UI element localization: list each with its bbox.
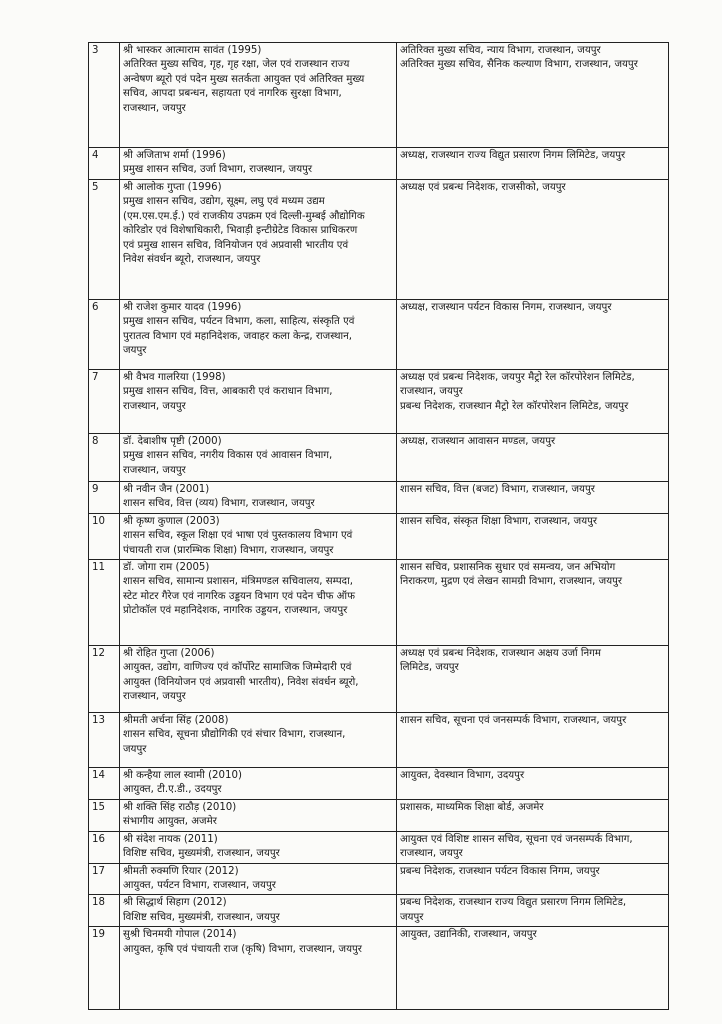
additional-charge-line: आयुक्त एवं विशिष्ट शासन सचिव, सूचना एवं जनसम्पर्क विभाग, — [400, 833, 633, 845]
current-post-line: आयुक्त, उद्योग, वाणिज्य एवं कॉर्पोरेट सामाजिक जिम्मेदारी एवं — [123, 662, 352, 674]
table-row — [89, 434, 669, 482]
additional-charge-line: अध्यक्ष, राजस्थान राज्य विद्युत प्रसारण निगम लिमिटेड, जयपुर — [400, 150, 626, 161]
serial-number: 16 — [89, 831, 120, 863]
officer-name: श्री संदेश नायक (2011) — [123, 833, 218, 845]
current-post-line: राजस्थान, जयपुर — [123, 400, 186, 412]
serial-number: 3 — [89, 43, 120, 148]
table-row — [89, 799, 669, 831]
table-row — [89, 43, 669, 148]
additional-charge-line: अध्यक्ष एवं प्रबन्ध निदेशक, राजस्थान अक्षय उर्जा निगम — [400, 648, 602, 660]
current-post-line: कोरिडोर एवं विशेषाधिकारी, भिवाड़ी इन्टीग्रेटेड विकास प्राधिकरण — [123, 225, 358, 237]
additional-charge-line: शासन सचिव, वित्त (बजट) विभाग, राजस्थान, जयपुर — [400, 484, 595, 495]
serial-number: 17 — [89, 863, 120, 895]
additional-charge — [397, 482, 669, 514]
current-post-line: संभागीय आयुक्त, अजमेर — [123, 816, 217, 828]
additional-charge — [397, 560, 669, 646]
officer-posting-table — [88, 42, 669, 1010]
additional-charge-line: शासन सचिव, संस्कृत शिक्षा विभाग, राजस्थान, जयपुर — [400, 515, 598, 527]
serial-number: 10 — [89, 513, 120, 559]
current-post-line: शासन सचिव, वित्त (व्यय) विभाग, राजस्थान, जयपुर — [123, 498, 315, 510]
current-post-line: एवं प्रमुख शासन सचिव, विनियोजन एवं अप्रवासी भारतीय एवं — [123, 239, 349, 251]
officer-name-current-post — [120, 927, 397, 1010]
current-post-line: सचिव, आपदा प्रबन्धन, सहायता एवं नागरिक सुरक्षा विभाग, — [123, 88, 342, 100]
additional-charge — [397, 43, 669, 148]
additional-charge-line: प्रबन्ध निदेशक, राजस्थान पर्यटन विकास निगम, जयपुर — [400, 865, 600, 877]
officer-name: श्री सिद्धार्थ सिहाग (2012) — [123, 897, 227, 909]
current-post-line: आयुक्त, पर्यटन विभाग, राजस्थान, जयपुर — [123, 880, 276, 892]
additional-charge — [397, 768, 669, 800]
officer-name: श्री अजिताभ शर्मा (1996) — [123, 150, 226, 161]
current-post-line: प्रमुख शासन सचिव, नगरीय विकास एवं आवासन विभाग, — [123, 450, 333, 462]
table-row — [89, 768, 669, 800]
additional-charge-line: अध्यक्ष एवं प्रबन्ध निदेशक, जयपुर मैट्रो रेल कॉरपोरेशन लिमिटेड, — [400, 372, 635, 383]
table-row — [89, 927, 669, 1010]
table-row — [89, 482, 669, 514]
officer-name: श्री कृष्ण कुणाल (2003) — [123, 515, 220, 527]
additional-charge — [397, 646, 669, 713]
current-post-line: प्रोटोकॉल एवं महानिदेशक, नागरिक उड्डयन, राजस्थान, जयपुर — [123, 605, 348, 617]
officer-name: श्री राजेश कुमार यादव (1996) — [123, 302, 242, 313]
officer-name: श्री भास्कर आत्माराम सावंत (1995) — [123, 45, 262, 56]
additional-charge — [397, 300, 669, 370]
current-post-line: प्रमुख शासन सचिव, वित्त, आबकारी एवं कराधान विभाग, — [123, 386, 333, 398]
table-row — [89, 646, 669, 713]
serial-number: 8 — [89, 434, 120, 482]
additional-charge — [397, 713, 669, 768]
current-post-line: पुरातत्व विभाग एवं महानिदेशक, जवाहर कला केन्द्र, राजस्थान, — [123, 330, 352, 342]
current-post-line: विशिष्ट सचिव, मुख्यमंत्री, राजस्थान, जयपुर — [123, 848, 280, 860]
serial-number: 6 — [89, 300, 120, 370]
current-post-line: प्रमुख शासन सचिव, उद्योग, सूक्ष्म, लघु एवं मध्यम उद्यम — [123, 196, 325, 208]
officer-name-current-post — [120, 43, 397, 148]
additional-charge-line: लिमिटेड, जयपुर — [400, 662, 459, 674]
current-post-line: निवेश संवर्धन ब्यूरो, राजस्थान, जयपुर — [123, 254, 261, 266]
current-post-line: राजस्थान, जयपुर — [123, 102, 186, 114]
additional-charge — [397, 895, 669, 927]
serial-number: 18 — [89, 895, 120, 927]
current-post-line: प्रमुख शासन सचिव, पर्यटन विभाग, कला, साहित्य, संस्कृति एवं — [123, 316, 355, 328]
current-post-line: राजस्थान, जयपुर — [123, 691, 186, 703]
officer-name: सुश्री चिनमयी गोपाल (2014) — [123, 929, 237, 941]
additional-charge-line: आयुक्त, उद्यानिकी, राजस्थान, जयपुर — [400, 929, 537, 941]
officer-name: श्री शक्ति सिंह राठौड़ (2010) — [123, 801, 237, 813]
officer-name-current-post — [120, 148, 397, 180]
additional-charge-line: अध्यक्ष एवं प्रबन्ध निदेशक, राजसीको, जयपुर — [400, 182, 566, 193]
serial-number: 5 — [89, 180, 120, 300]
additional-charge-line: अध्यक्ष, राजस्थान पर्यटन विकास निगम, राजस्थान, जयपुर — [400, 302, 612, 313]
officer-name: श्री नवीन जैन (2001) — [123, 484, 210, 495]
officer-name-current-post — [120, 370, 397, 434]
officer-name-current-post — [120, 482, 397, 514]
serial-number: 12 — [89, 646, 120, 713]
officer-name-current-post — [120, 799, 397, 831]
current-post-line: अतिरिक्त मुख्य सचिव, गृह, गृह रक्षा, जेल एवं राजस्थान राज्य — [123, 59, 350, 71]
officer-name: श्री वैभव गालरिया (1998) — [123, 372, 226, 383]
officer-name: श्रीमती अर्चना सिंह (2008) — [123, 715, 229, 727]
serial-number: 15 — [89, 799, 120, 831]
table-body — [89, 43, 669, 1010]
additional-charge-line: आयुक्त, देवस्थान विभाग, उदयपुर — [400, 770, 525, 782]
officer-name-current-post — [120, 646, 397, 713]
officer-name: श्रीमती रुक्मणि रियार (2012) — [123, 865, 239, 877]
additional-charge — [397, 148, 669, 180]
current-post-line: राजस्थान, जयपुर — [123, 464, 186, 476]
table-row — [89, 831, 669, 863]
current-post-line: शासन सचिव, स्कूल शिक्षा एवं भाषा एवं पुस्तकालय विभाग एवं — [123, 530, 353, 542]
officer-name: श्री रोहित गुप्ता (2006) — [123, 648, 215, 660]
officer-name: श्री आलोक गुप्ता (1996) — [123, 182, 222, 193]
additional-charge-line: राजस्थान, जयपुर — [400, 848, 463, 860]
current-post-line: आयुक्त (विनियोजन एवं अप्रवासी भारतीय), निवेश संवर्धन ब्यूरो, — [123, 676, 359, 688]
current-post-line: विशिष्ट सचिव, मुख्यमंत्री, राजस्थान, जयपुर — [123, 911, 280, 923]
officer-name-current-post — [120, 513, 397, 559]
additional-charge-line: प्रबन्ध निदेशक, राजस्थान मैट्रो रेल कॉरपोरेशन लिमिटेड, जयपुर — [400, 400, 629, 412]
additional-charge-line: जयपुर — [400, 911, 424, 923]
current-post-line: अन्वेषण ब्यूरो एवं पदेन मुख्य सतर्कता आयुक्त एवं अतिरिक्त मुख्य — [123, 73, 365, 85]
table-row — [89, 300, 669, 370]
officer-name-current-post — [120, 831, 397, 863]
additional-charge-line: राजस्थान, जयपुर — [400, 386, 463, 398]
officer-name: डॉ. देबाशीष पृष्टी (2000) — [123, 436, 222, 447]
additional-charge — [397, 863, 669, 895]
additional-charge-line: शासन सचिव, प्रशासनिक सुधार एवं समन्वय, जन अभियोग — [400, 562, 616, 574]
current-post-line: पंचायती राज (प्रारम्भिक शिक्षा) विभाग, राजस्थान, जयपुर — [123, 544, 334, 556]
additional-charge-line: प्रबन्ध निदेशक, राजस्थान राज्य विद्युत प्रसारण निगम लिमिटेड, — [400, 897, 627, 909]
officer-name-current-post — [120, 300, 397, 370]
serial-number: 19 — [89, 927, 120, 1010]
officer-name-current-post — [120, 768, 397, 800]
table-row — [89, 560, 669, 646]
serial-number: 7 — [89, 370, 120, 434]
table-row — [89, 895, 669, 927]
additional-charge-line: प्रशासक, माध्यमिक शिक्षा बोर्ड, अजमेर — [400, 801, 544, 813]
table-row — [89, 713, 669, 768]
current-post-line: प्रमुख शासन सचिव, उर्जा विभाग, राजस्थान, जयपुर — [123, 164, 313, 176]
officer-name-current-post — [120, 180, 397, 300]
table-row — [89, 513, 669, 559]
additional-charge — [397, 831, 669, 863]
current-post-line: जयपुर — [123, 743, 147, 755]
additional-charge-line: अतिरिक्त मुख्य सचिव, न्याय विभाग, राजस्थान, जयपुर — [400, 45, 601, 56]
additional-charge — [397, 434, 669, 482]
serial-number: 9 — [89, 482, 120, 514]
current-post-line: स्टेट मोटर गैरेज एवं नागरिक उड्डयन विभाग एवं पदेन चीफ ऑफ — [123, 590, 355, 602]
current-post-line: जयपुर — [123, 345, 147, 357]
additional-charge-line: शासन सचिव, सूचना एवं जनसम्पर्क विभाग, राजस्थान, जयपुर — [400, 715, 627, 727]
officer-name-current-post — [120, 863, 397, 895]
serial-number: 11 — [89, 560, 120, 646]
table-row — [89, 370, 669, 434]
serial-number: 13 — [89, 713, 120, 768]
additional-charge — [397, 180, 669, 300]
current-post-line: (एम.एस.एम.ई.) एवं राजकीय उपक्रम एवं दिल्ली-मुम्बई औद्योगिक — [123, 210, 365, 222]
additional-charge-line: अतिरिक्त मुख्य सचिव, सैनिक कल्याण विभाग, राजस्थान, जयपुर — [400, 59, 638, 71]
current-post-line: आयुक्त, कृषि एवं पंचायती राज (कृषि) विभाग, राजस्थान, जयपुर — [123, 943, 362, 955]
additional-charge — [397, 370, 669, 434]
additional-charge — [397, 927, 669, 1010]
officer-name-current-post — [120, 560, 397, 646]
additional-charge — [397, 799, 669, 831]
officer-name: श्री कन्हैया लाल स्वामी (2010) — [123, 770, 242, 782]
serial-number: 14 — [89, 768, 120, 800]
serial-number: 4 — [89, 148, 120, 180]
table-row — [89, 180, 669, 300]
current-post-line: शासन सचिव, सामान्य प्रशासन, मंत्रिमण्डल सचिवालय, सम्पदा, — [123, 576, 353, 588]
current-post-line: आयुक्त, टी.ए.डी., उदयपुर — [123, 784, 222, 796]
officer-name: डॉ. जोगा राम (2005) — [123, 562, 210, 574]
current-post-line: शासन सचिव, सूचना प्रौद्योगिकी एवं संचार विभाग, राजस्थान, — [123, 729, 346, 741]
table-row — [89, 148, 669, 180]
table-row — [89, 863, 669, 895]
additional-charge — [397, 513, 669, 559]
officer-name-current-post — [120, 713, 397, 768]
officer-name-current-post — [120, 434, 397, 482]
officer-name-current-post — [120, 895, 397, 927]
additional-charge-line: अध्यक्ष, राजस्थान आवासन मण्डल, जयपुर — [400, 436, 556, 447]
additional-charge-line: निराकरण, मुद्रण एवं लेखन सामग्री विभाग, राजस्थान, जयपुर — [400, 576, 623, 588]
